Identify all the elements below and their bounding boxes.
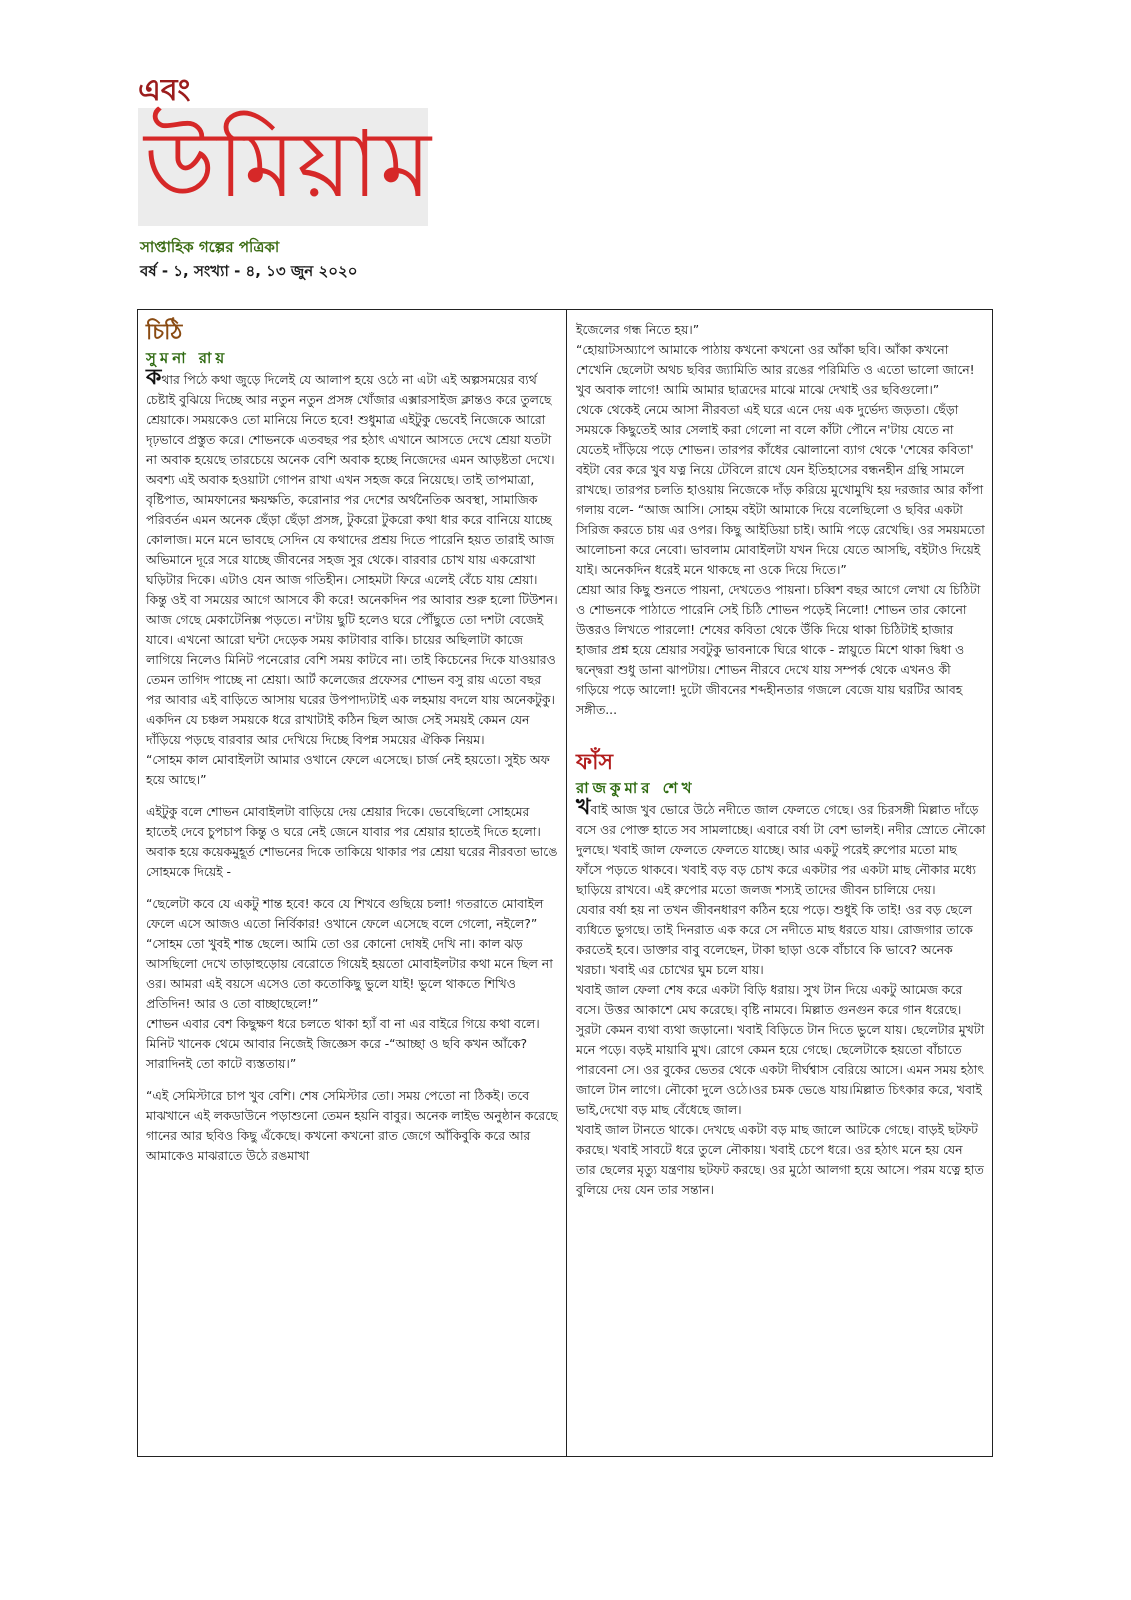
column-divider [566, 309, 567, 1457]
story-paragraph: কথার পিঠে কথা জুড়ে দিলেই যে আলাপ হয়ে ওঠে না এটা এই অল্পসময়ের ব্যর্থ চেষ্টাই বুঝিয়ে দিচ্ছে আর নতুন নতুন প্রসঙ্গ খোঁজার এক্সারসাইজ ক্লান্তও করে তুলছে শ্রেয়াকে। সময়কেও তো মানিয়ে নিতে হবে! শুধুমাত্র এইটুকু ভেবেই নিজেকে আরো দৃঢ়ভাবে প্রস্তুত করে। শোভনকে এতবছর পর হঠাৎ এখানে আসতে দেখে শ্রেয়া যতটা না অবাক হয়েছে তারচেয়ে অনেক বেশি অবাক হচ্ছে নিজেদের এমন আড়ষ্টতা দেখে। অবশ্য এই অবাক হওয়াটা গোপন রাখা এখন সহজ করে নিয়েছে। তাই তাপমাত্রা, বৃষ্টিপাত, আমফানের ক্ষয়ক্ষতি, করোনার পর দেশের অর্থনৈতিক অবস্থা, সামাজিক পরিবর্তন এমন অনেক ছেঁড়া ছেঁড়া প্রসঙ্গ, টুকরো টুকরো কথা ধার করে বানিয়ে যাচ্ছে কোলাজ। মনে মনে ভাবছে সেদিন যে কথাদের প্রশ্রয় দিতে পারেনি হয়ত তারাই আজ অভিমানে দূরে সরে যাচ্ছে জীবনের সহজ সুর থেকে। বারবার চোখ যায় একরোখা ঘড়িটার দিকে। এটাও যেন আজ গতিহীন। সোহমটা ফিরে এলেই বেঁচে যায় শ্রেয়া। কিন্তু ওই বা সময়ের আগে আসবে কী করে! অনেকদিন পর আবার শুরু হলো টিউশন। আজ গেছে মেকাটেনিক্স পড়তে। ন'টায় ছুটি হলেও ঘরে পৌঁছুতে তো দশটা বেজেই যাবে। এখনো আরো ঘন্টা দেড়েক সময় কাটাবার বাকি। চায়ের অছিলাটা কাজে লাগিয়ে নিলেও মিনিট পনেরোর বেশি সময় কাটবে না। তাই কিচেনের দিকে যাওয়ারও তেমন তাগিদ পাচ্ছে না শ্রেয়া। আর্ট কলেজের প্রফেসর শোভন বসু রায় এতো বছর পর আবার এই বাড়িতে আসায় ঘরের উপপাদ্যটাই এক লহমায় বদলে যায় অনেকটুকু। একদিন যে চঞ্চল সময়কে ধরে রাখাটাই কঠিন ছিল আজ সেই সময়ই কেমন যেন দাঁড়িয়ে পড়ছে বারবার আর দেখিয়ে দিচ্ছে বিপন্ন সময়ের ঐকিক নিয়ম। [146, 365, 558, 747]
story-paragraph: “এই সেমিস্টারে চাপ খুব বেশি। শেষ সেমিস্টার তো। সময় পেতো না ঠিকই। তবে মাঝখানে এই লকডাউনে পড়াশুনো তেমন হয়নি বাবুর। অনেক লাইভ অনুষ্ঠান করেছে গানের আর ছবিও কিছু এঁকেছে। কখনো কখনো রাত জেগে আঁকিবুকি করে আর আমাকেও মাঝরাতে উঠে রঙমাখা [146, 1088, 558, 1163]
masthead-logo [138, 108, 434, 226]
story-author-rajkumar: রাজকুমার শেখ [576, 779, 696, 797]
story-paragraph: খবাই আজ খুব ভোরে উঠে নদীতে জাল ফেলতে গেছে। ওর চিরসঙ্গী মিল্লাত দাঁড়ে বসে ওর পোক্ত হাতে সব সামলাচ্ছে। এবারে বর্ষা টা বেশ ভালই। নদীর স্রোতে নৌকো দুলছে। খবাই জাল ফেলতে ফেলতে যাচ্ছে। আর একটু পরেই রুপোর মতো মাছ ফাঁসে পড়তে থাকবে। খবাই বড় বড় চোখ করে একটার পর একটা মাছ নৌকার মধ্যে ছাড়িয়ে রাখবে। এই রুপোর মতো জলজ শস্যই তাদের জীবন চালিয়ে দেয়। [576, 795, 986, 897]
left-column [146, 318, 558, 1166]
story-paragraph: শোভন এবার বেশ কিছুক্ষণ ধরে চলতে থাকা হ্যাঁ বা না এর বাইরে গিয়ে কথা বলে। মিনিট খানেক থেমে আবার নিজেই জিজ্ঞেস করে -“আচ্ছা ও ছবি কখন আঁকে? সারাদিনই তো কাটে ব্যস্ততায়।” [146, 1016, 540, 1071]
story-title-phaans: ফাঁস [576, 750, 613, 775]
story-paragraph: এইটুকু বলে শোভন মোবাইলটা বাড়িয়ে দেয় শ্রেয়ার দিকে। ভেবেছিলো সোহমের হাতেই দেবে চুপচাপ কিন্তু ও ঘরে নেই জেনে যাবার পর শ্রেয়ার হাতেই দিতে হলো। অবাক হয়ে কয়েকমুহূর্ত শোভনের দিকে তাকিয়ে থাকার পর শ্রেয়া ঘরের নীরবতা ভাঙে সোহমকে দিয়েই - [146, 804, 558, 879]
masthead-prefix: এবং [138, 73, 191, 108]
masthead-subtitle: সাপ্তাহিক গল্পের পত্রিকা [140, 238, 280, 256]
masthead-logo-text: উমিয়াম [144, 111, 434, 218]
story-paragraph: “সোহম তো খুবই শান্ত ছেলে। আমি তো ওর কোনো দোষই দেখি না। কাল ঝড় আসছিলো দেখে তাড়াহুড়োয় বেরোতে গিয়েই হয়তো মোবাইলটার কথা মনে ছিল না ওর। আমরা এই বয়সে এসেও তো কতোকিছু ভুলে যাই! ভুলে থাকতে শিখিও প্রতিদিন! আর ও তো বাচ্ছাছেলে!” [146, 936, 553, 1011]
story-paragraph: “হোয়াটসঅ্যাপে আমাকে পাঠায় কখনো কখনো ওর আঁকা ছবি। আঁকা কখনো শেখেনি ছেলেটা অথচ ছবির জ্যামিতি আর রঙের পরিমিতি ও এতো ভালো জানে! খুব অবাক লাগে! আমি আমার ছাত্রদের মাঝে মাঝে দেখাই ওর ছবিগুলো।” [576, 342, 975, 397]
right-column [576, 320, 986, 1200]
story-paragraph: থেকে থেকেই নেমে আসা নীরবতা এই ঘরে এনে দেয় এক দুর্ভেদ্য জড়তা। ছেঁড়া সময়কে কিছুতেই আর সেলাই করা গেলো না বলে কাঁটা পৌনে ন'টায় যেতে না যেতেই দাঁড়িয়ে পড়ে শোভন। তারপর কাঁধের ঝোলানো ব্যাগ থেকে 'শেষের কবিতা' বইটা বের করে খুব যত্ন নিয়ে টেবিলে রাখে যেন ইতিহাসের বন্ধনহীন গ্রন্থি সামলে রাখছে। তারপর চলতি হাওয়ায় নিজেকে দাঁড় করিয়ে মুখোমুখি হয় দরজার আর কাঁপা গলায় বলে- “আজ আসি। সোহম বইটা আমাকে দিয়ে বলেছিলো ও ছবির একটা সিরিজ করতে চায় এর ওপর। কিছু আইডিয়া চাই। আমি পড়ে রেখেছি। ওর সময়মতো আলোচনা করে নেবো। ভাবলাম মোবাইলটা যখন দিয়ে যেতে আসছি, বইটাও দিয়েই যাই। অনেকদিন ধরেই মনে থাকছে না ওকে দিয়ে দিতে।” [576, 402, 985, 577]
story-title-chithi: চিঠি [146, 320, 183, 345]
story-paragraph: “ছেলেটা কবে যে একটু শান্ত হবে! কবে যে শিখবে গুছিয়ে চলা! গতরাতে মোবাইল ফেলে এসে আজও এতো নির্বিকার! ওখানে ফেলে এসেছে বলে গেলো, নইলে?” [146, 896, 544, 931]
story-paragraph: খবাই জাল ফেলা শেষ করে একটা বিড়ি ধরায়। সুখ টান দিয়ে একটু আমেজ করে বসে। উত্তর আকাশে মেঘ করেছে। বৃষ্টি নামবে। মিল্লাত গুনগুন করে গান ধরেছে। সুরটা কেমন ব্যথা ব্যথা জড়ানো। খবাই বিড়িতে টান দিতে ভুলে যায়। ছেলেটার মুখটা মনে পড়ে। বড়ই মায়াবি মুখ। রোগে কেমন হয়ে গেছে। ছেলেটাকে হয়তো বাঁচাতে পারবেনা সে। ওর বুকের ভেতর থেকে একটা দীর্ঘশ্বাস বেরিয়ে আসে। এমন সময় হঠাৎ জালে টান লাগে। নৌকো দুলে ওঠে।ওর চমক ভেঙে যায়।মিল্লাত চিৎকার করে, খবাই ভাই,দেখো বড় মাছ বেঁধেছে জাল। [576, 982, 985, 1117]
issue-info: বর্ষ - ১, সংখ্যা - ৪, ১৩ জুন ২০২০ [140, 262, 358, 280]
story-paragraph: ইজেলের গন্ধ নিতে হয়।” [576, 322, 700, 337]
story-paragraph: শ্রেয়া আর কিছু শুনতে পায়না, দেখতেও পায়না। চব্বিশ বছর আগে লেখা যে চিঠিটা ও শোভনকে পাঠাতে পারেনি সেই চিঠি শোভন পড়েই নিলো! শোভন তার কোনো উত্তরও লিখতে পারলো! শেষের কবিতা থেকে উঁকি দিয়ে থাকা চিঠিটাই হাজার হাজার প্রশ্ন হয়ে শ্রেয়ার সবটুকু ভাবনাকে ঘিরে থাকে - স্নায়ুতে মিশে থাকা দ্বিধা ও দ্বন্দ্বেরা শুধু ডানা ঝাপটায়। শোভন নীরবে দেখে যায় সম্পর্ক থেকে এখনও কী গড়িয়ে পড়ে আলো! দুটো জীবনের শব্দহীনতার গজলে বেজে যায় ঘরটির আবহ সঙ্গীত... [576, 582, 981, 717]
story-author-sumana: সুমনা রায় [146, 349, 229, 367]
story-paragraph: খবাই জাল টানতে থাকে। দেখছে একটা বড় মাছ জালে আটকে গেছে। বাড়ই ছটফট করছে। খবাই সাবটে ধরে তুলে নৌকায়। খবাই চেপে ধরে। ওর হঠাৎ মনে হয় যেন তার ছেলের মৃত্যু যন্ত্রণায় ছটফট করছে। ওর মুঠো আলগা হয়ে আসে। পরম যত্নে হাত বুলিয়ে দেয় যেন তার সন্তান। [576, 1122, 984, 1197]
drop-cap: ক [146, 365, 162, 390]
story-paragraph: “সোহম কাল মোবাইলটা আমার ওখানে ফেলে এসেছে। চার্জ নেই হয়তো। সুইচ অফ হয়ে আছে।” [146, 752, 550, 787]
story-paragraph: যেবার বর্ষা হয় না তখন জীবনধারণ কঠিন হয়ে পড়ে। শুধুই কি তাই! ওর বড় ছেলে ব্যধিতে ভুগছে। তাই দিনরাত এক করে সে নদীতে মাছ ধরতে যায়। রোজগার তাকে করতেই হবে। ডাক্তার বাবু বলেছেন, টাকা ছাড়া ওকে বাঁচাবে কি ভাবে? অনেক খরচা। খবাই এর চোখের ঘুম চলে যায়। [576, 902, 973, 977]
drop-cap: খ [576, 795, 591, 820]
